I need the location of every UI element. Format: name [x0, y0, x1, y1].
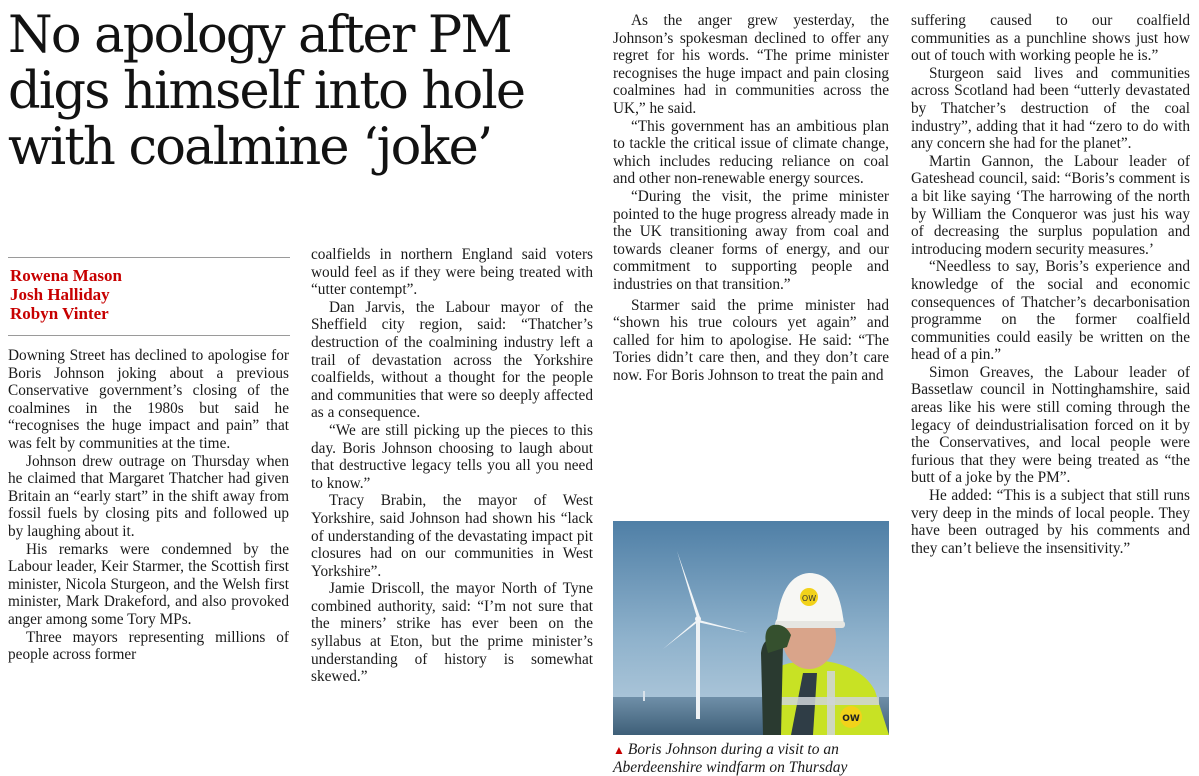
- byline-author-2: Josh Halliday: [10, 285, 110, 304]
- photo-windfarm-visit: [613, 521, 889, 735]
- paragraph: Simon Greaves, the Labour leader of Bassetlaw council in Nottinghamshire, said areas like his were still coming through the legacy of deindustrialisation forced on it by the Conservatives, and local people were furious that they were being treated as “the butt of a joke by the PM”.: [911, 363, 1190, 487]
- article-column-3: [613, 12, 889, 508]
- article-column-2: [311, 246, 593, 757]
- headline-line-3: with coalmine ‘joke’: [8, 118, 492, 177]
- paragraph: Martin Gannon, the Labour leader of Gateshead council, said: “Boris’s comment is a bit like saying ‘The harrowing of the north by William the Conqueror was just his way of decreasing the surplus population and introducing modern security measures.’: [911, 152, 1190, 258]
- caption-line-1: Boris Johnson during a visit to an: [627, 741, 839, 758]
- vest-logo-text: OW: [842, 714, 860, 724]
- byline-author-3: Robyn Vinter: [10, 304, 109, 323]
- paragraph: suffering caused to our coalfield communities as a punchline shows just how out of touch with working people he is.”: [911, 12, 1190, 65]
- paragraph: Dan Jarvis, the Labour mayor of the Sheffield city region, said: “Thatcher’s destruction of the coalmining industry left a trail of devastation across the Yorkshire coalfields, without a thought for the people and communities that were so deeply affected as a consequence.: [311, 298, 593, 422]
- paragraph: Johnson drew outrage on Thursday when he claimed that Margaret Thatcher had given Britain an “early start” in the shift away from fossil fuels by closing pits and followed up by laughing about it.: [8, 452, 289, 540]
- byline-author-1: Rowena Mason: [10, 266, 122, 285]
- paragraph: “During the visit, the prime minister pointed to the huge progress already made in the UK transitioning away from coal and towards cleaner forms of energy, and our commitment to supporting people and industries on that transition.”: [613, 187, 889, 293]
- paragraph: Three mayors representing millions of people across former: [8, 628, 289, 664]
- article-column-1: [8, 347, 289, 757]
- paragraph: “This government has an ambitious plan to tackle the critical issue of climate change, which includes reducing reliance on coal and other non-renewable energy sources.: [613, 117, 889, 188]
- caption-line-2: Aberdeenshire windfarm on Thursday: [613, 759, 848, 776]
- paragraph: Sturgeon said lives and communities across Scotland had been “utterly devastated by Thatcher’s destruction of the coal industry”, adding that it had “zero to do with any concern she had for the planet”.: [911, 64, 1190, 153]
- headline-line-1: No apology after PM: [8, 6, 511, 65]
- caption-triangle-icon: ▲: [613, 743, 625, 757]
- paragraph: As the anger grew yesterday, the Johnson’s spokesman declined to offer any regret for his words. “The prime minister recognises the huge impact and pain closing coalmines had in communities across the UK,” he said.: [613, 12, 889, 117]
- paragraph: Tracy Brabin, the mayor of West Yorkshire, said Johnson had shown his “lack of understanding of the devastating impact pit closures had on our communities in West Yorkshire”.: [311, 492, 593, 580]
- byline-top-rule: [8, 257, 290, 258]
- helmet-logo-text: OW: [801, 594, 817, 603]
- paragraph: He added: “This is a subject that still runs very deep in the minds of local people. They have been outraged by his comments and they can’t believe the insensitivity.”: [911, 487, 1190, 557]
- headline: [8, 8, 598, 176]
- paragraph: coalfields in northern England said voters would feel as if they were being treated with “utter contempt”.: [311, 246, 593, 299]
- paragraph: Downing Street has declined to apologise for Boris Johnson joking about a previous Conservative government’s closing of the coalmines in the 1980s but said he “recognises the huge impact and pain” that was felt by communities at the time.: [8, 347, 289, 452]
- paragraph: His remarks were condemned by the Labour leader, Keir Starmer, the Scottish first minister, Nicola Sturgeon, and the Welsh first minister, Mark Drakeford, and also provoked anger among some Tory MPs.: [8, 540, 289, 628]
- article-photo: [613, 521, 889, 735]
- bylines: [10, 266, 300, 323]
- paragraph: Jamie Driscoll, the mayor North of Tyne combined authority, said: “I’m not sure that the miners’ strike has ever been on the syllabus at Eton, but the prime minister’s understanding of history is somewhat skewed.”: [311, 580, 593, 686]
- paragraph: Starmer said the prime minister had “shown his true colours yet again” and called for him to apologise. He said: “The Tories didn’t care then, and they don’t care now. For Boris Johnson to treat the pain and: [613, 296, 889, 384]
- photo-caption: [613, 741, 903, 776]
- paragraph: “Needless to say, Boris’s experience and knowledge of the social and economic consequences of Thatcher’s decarbonisation programme on the former coalfield communities could easily be written on the head of a pin.”: [911, 258, 1190, 364]
- paragraph: “We are still picking up the pieces to this day. Boris Johnson choosing to laugh about that destructive legacy tells you all you need to know.”: [311, 421, 593, 492]
- article-column-4: [911, 12, 1190, 757]
- byline-bottom-rule: [8, 335, 290, 336]
- headline-line-2: digs himself into hole: [8, 62, 525, 121]
